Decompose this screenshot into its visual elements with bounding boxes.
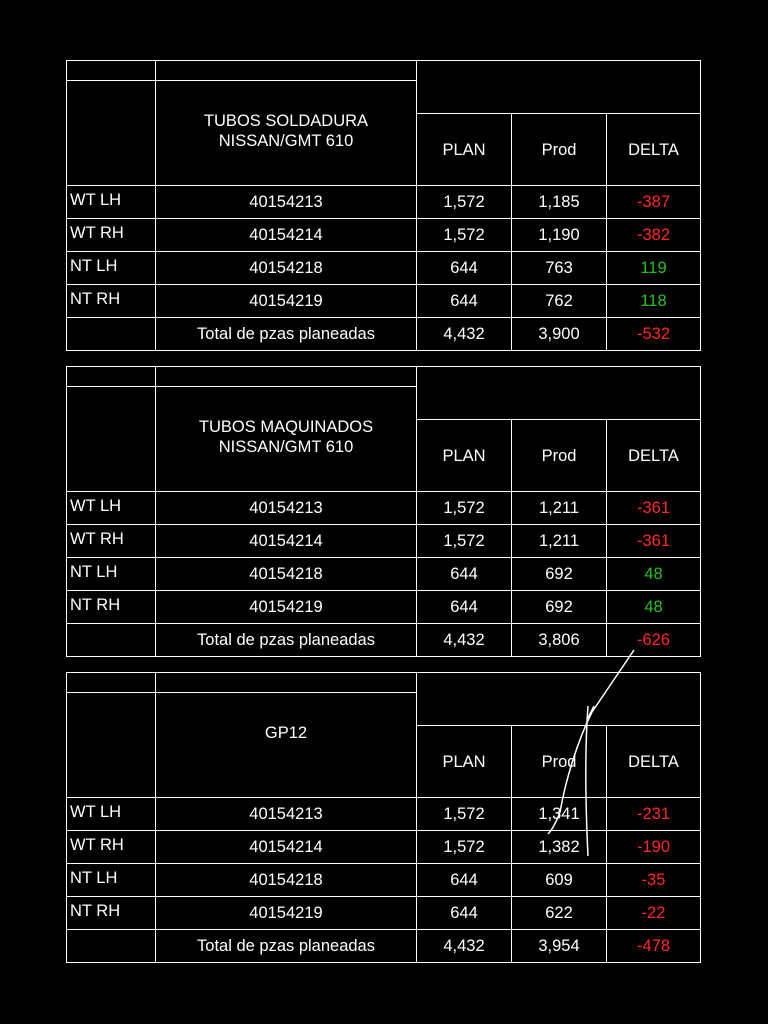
row-label: NT LH <box>66 557 156 591</box>
row-label: NT LH <box>66 251 156 285</box>
total-delta: -532 <box>606 317 701 351</box>
total-plan: 4,432 <box>416 623 512 657</box>
delta-value: -190 <box>606 830 701 864</box>
part-number: 40154214 <box>155 830 417 864</box>
prod-value: 1,185 <box>511 185 607 219</box>
total-prod: 3,954 <box>511 929 607 963</box>
plan-value: 1,572 <box>416 491 512 525</box>
total-blank-cell <box>66 929 156 963</box>
delta-value: -361 <box>606 524 701 558</box>
plan-value: 1,572 <box>416 218 512 252</box>
plan-value: 1,572 <box>416 797 512 831</box>
total-plan: 4,432 <box>416 929 512 963</box>
delta-value: 119 <box>606 251 701 285</box>
part-number: 40154219 <box>155 284 417 318</box>
production-table <box>66 672 700 962</box>
total-plan: 4,432 <box>416 317 512 351</box>
total-delta: -626 <box>606 623 701 657</box>
delta-value: -361 <box>606 491 701 525</box>
row-label: NT RH <box>66 896 156 930</box>
prod-value: 1,190 <box>511 218 607 252</box>
plan-header: PLAN <box>416 113 512 186</box>
prod-header: Prod <box>511 725 607 798</box>
plan-header: PLAN <box>416 419 512 492</box>
row-label: WT LH <box>66 797 156 831</box>
header-label-cell <box>66 386 156 492</box>
plan-value: 1,572 <box>416 524 512 558</box>
row-label: WT RH <box>66 524 156 558</box>
prod-value: 763 <box>511 251 607 285</box>
delta-value: -22 <box>606 896 701 930</box>
delta-header: DELTA <box>606 725 701 798</box>
delta-value: 118 <box>606 284 701 318</box>
delta-value: -387 <box>606 185 701 219</box>
delta-value: 48 <box>606 557 701 591</box>
header-top-cell <box>416 672 701 726</box>
total-delta: -478 <box>606 929 701 963</box>
table-title: GP12 <box>155 692 417 798</box>
prod-header: Prod <box>511 419 607 492</box>
header-top-cell <box>416 60 701 114</box>
plan-value: 644 <box>416 284 512 318</box>
plan-value: 644 <box>416 557 512 591</box>
header-blank-cell <box>155 366 417 387</box>
delta-value: -382 <box>606 218 701 252</box>
row-label: WT RH <box>66 830 156 864</box>
header-label-cell <box>66 80 156 186</box>
header-blank-cell <box>155 672 417 693</box>
total-blank-cell <box>66 623 156 657</box>
row-label: WT RH <box>66 218 156 252</box>
header-blank-cell <box>66 60 156 81</box>
part-number: 40154214 <box>155 218 417 252</box>
part-number: 40154214 <box>155 524 417 558</box>
production-table <box>66 366 700 656</box>
plan-value: 644 <box>416 251 512 285</box>
total-label: Total de pzas planeadas <box>155 623 417 657</box>
prod-value: 1,341 <box>511 797 607 831</box>
total-label: Total de pzas planeadas <box>155 317 417 351</box>
delta-header: DELTA <box>606 113 701 186</box>
delta-value: -35 <box>606 863 701 897</box>
part-number: 40154213 <box>155 797 417 831</box>
part-number: 40154218 <box>155 251 417 285</box>
plan-value: 644 <box>416 590 512 624</box>
prod-value: 1,211 <box>511 524 607 558</box>
part-number: 40154219 <box>155 896 417 930</box>
total-blank-cell <box>66 317 156 351</box>
prod-value: 622 <box>511 896 607 930</box>
prod-value: 692 <box>511 557 607 591</box>
prod-value: 609 <box>511 863 607 897</box>
plan-value: 644 <box>416 863 512 897</box>
row-label: NT LH <box>66 863 156 897</box>
table-title: TUBOS MAQUINADOS NISSAN/GMT 610 <box>155 386 417 492</box>
prod-value: 1,382 <box>511 830 607 864</box>
prod-value: 762 <box>511 284 607 318</box>
prod-value: 692 <box>511 590 607 624</box>
part-number: 40154213 <box>155 185 417 219</box>
row-label: NT RH <box>66 284 156 318</box>
header-blank-cell <box>155 60 417 81</box>
plan-value: 1,572 <box>416 830 512 864</box>
header-blank-cell <box>66 366 156 387</box>
total-prod: 3,806 <box>511 623 607 657</box>
header-blank-cell <box>66 672 156 693</box>
delta-header: DELTA <box>606 419 701 492</box>
production-table <box>66 60 700 350</box>
row-label: NT RH <box>66 590 156 624</box>
delta-value: 48 <box>606 590 701 624</box>
part-number: 40154213 <box>155 491 417 525</box>
plan-header: PLAN <box>416 725 512 798</box>
plan-value: 1,572 <box>416 185 512 219</box>
header-top-cell <box>416 366 701 420</box>
part-number: 40154218 <box>155 557 417 591</box>
row-label: WT LH <box>66 491 156 525</box>
delta-value: -231 <box>606 797 701 831</box>
part-number: 40154219 <box>155 590 417 624</box>
total-prod: 3,900 <box>511 317 607 351</box>
table-title: TUBOS SOLDADURA NISSAN/GMT 610 <box>155 80 417 186</box>
prod-header: Prod <box>511 113 607 186</box>
part-number: 40154218 <box>155 863 417 897</box>
prod-value: 1,211 <box>511 491 607 525</box>
header-label-cell <box>66 692 156 798</box>
total-label: Total de pzas planeadas <box>155 929 417 963</box>
plan-value: 644 <box>416 896 512 930</box>
row-label: WT LH <box>66 185 156 219</box>
